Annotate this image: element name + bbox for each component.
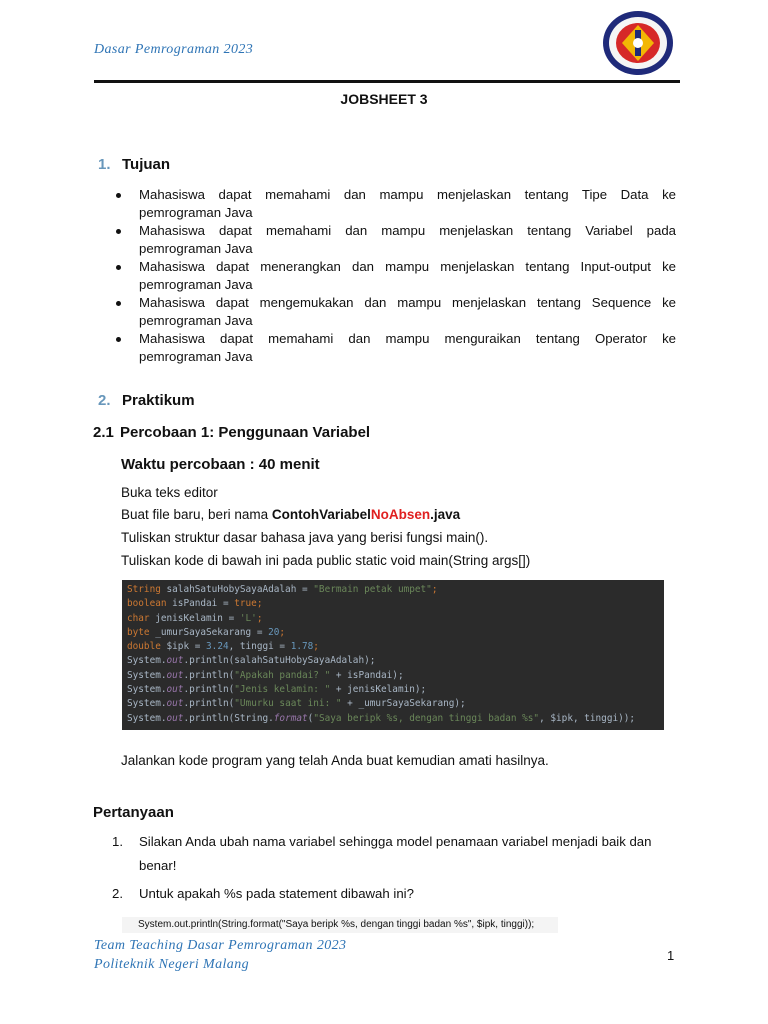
question-item: 2. Untuk apakah %s pada statement dibawah ini? <box>112 882 678 906</box>
section-title: Praktikum <box>122 392 195 409</box>
subsection-number: 2.1 <box>93 424 114 441</box>
bullet-icon <box>116 301 121 306</box>
question-item: 1. Silakan Anda ubah nama variabel sehingga model penamaan variabel menjadi baik dan benar! <box>112 830 678 880</box>
filename-extension: .java <box>430 507 461 522</box>
objective-item: Mahasiswa dapat menerangkan dan mampu menjelaskan tentang Input-output ke pemrograman Java <box>116 258 676 294</box>
step-structure: Tuliskan struktur dasar bahasa java yang berisi fungsi main(). <box>121 530 489 545</box>
document-title: JOBSHEET 3 <box>340 91 428 107</box>
section-tujuan-heading <box>98 156 170 173</box>
objective-item: Mahasiswa dapat memahami dan mampu menjelaskan tentang Variabel pada pemrograman Java <box>116 222 676 258</box>
header-title: Dasar Pemrograman 2023 <box>94 42 254 57</box>
objective-item: Mahasiswa dapat mengemukakan dan mampu menjelaskan tentang Sequence ke pemrograman Java <box>116 294 676 330</box>
objective-item: Mahasiswa dapat memahami dan mampu menguraikan tentang Operator ke pemrograman Java <box>116 330 676 366</box>
bullet-icon <box>116 229 121 234</box>
question-code-snippet: System.out.println(String.format("Saya beripk %s, dengan tinggi badan %s", $ipk, tinggi)); <box>122 917 558 933</box>
step-open-editor: Buka teks editor <box>121 485 218 500</box>
experiment-time: Waktu percobaan : 40 menit <box>121 456 320 473</box>
footer-team: Team Teaching Dasar Pemrograman 2023 <box>94 938 347 953</box>
page-number: 1 <box>667 948 675 963</box>
question-number: 2. <box>112 886 123 901</box>
subsection-heading <box>93 424 370 441</box>
header-divider <box>94 80 680 83</box>
questions-heading: Pertanyaan <box>93 804 174 821</box>
step-create-file: Buat file baru, beri nama ContohVariabelNoAbsen.java <box>121 507 461 522</box>
code-block: String salahSatuHobySayaAdalah = "Bermain petak umpet"; boolean isPandai = true; char jenisKelamin = 'L'; byte _umurSayaSekarang = 20; double $ipk = 3.24, tinggi = 1.78; System.out.println(salahSatuHobySayaAdalah); System.out.println("Apakah pandai? " + isPandai); System.out.println("Jenis kelamin: " + jenisKelamin); System.out.println("Umurku saat ini: " + _umurSayaSekarang); System.out.println(String.format("Saya beripk %s, dengan tinggi badan %s", $ipk, tinggi)); <box>122 580 664 730</box>
section-number: 2. <box>98 392 111 409</box>
subsection-title: Percobaan 1: Penggunaan Variabel <box>120 424 371 441</box>
objectives-list <box>116 186 676 366</box>
filename-placeholder: NoAbsen <box>370 507 431 522</box>
question-number: 1. <box>112 834 123 849</box>
objective-item: Mahasiswa dapat memahami dan mampu menjelaskan tentang Tipe Data ke pemrograman Java <box>116 186 676 222</box>
step-write-code: Tuliskan kode di bawah ini pada public static void main(String args[]) <box>121 553 531 568</box>
polinema-logo <box>602 10 674 76</box>
run-instruction: Jalankan kode program yang telah Anda buat kemudian amati hasilnya. <box>121 753 549 768</box>
filename-part: ContohVariabel <box>271 507 371 522</box>
section-number: 1. <box>98 156 111 173</box>
bullet-icon <box>116 193 121 198</box>
section-title: Tujuan <box>122 156 171 173</box>
section-praktikum-heading <box>98 392 195 409</box>
footer-institution: Politeknik Negeri Malang <box>94 957 250 972</box>
bullet-icon <box>116 337 121 342</box>
bullet-icon <box>116 265 121 270</box>
